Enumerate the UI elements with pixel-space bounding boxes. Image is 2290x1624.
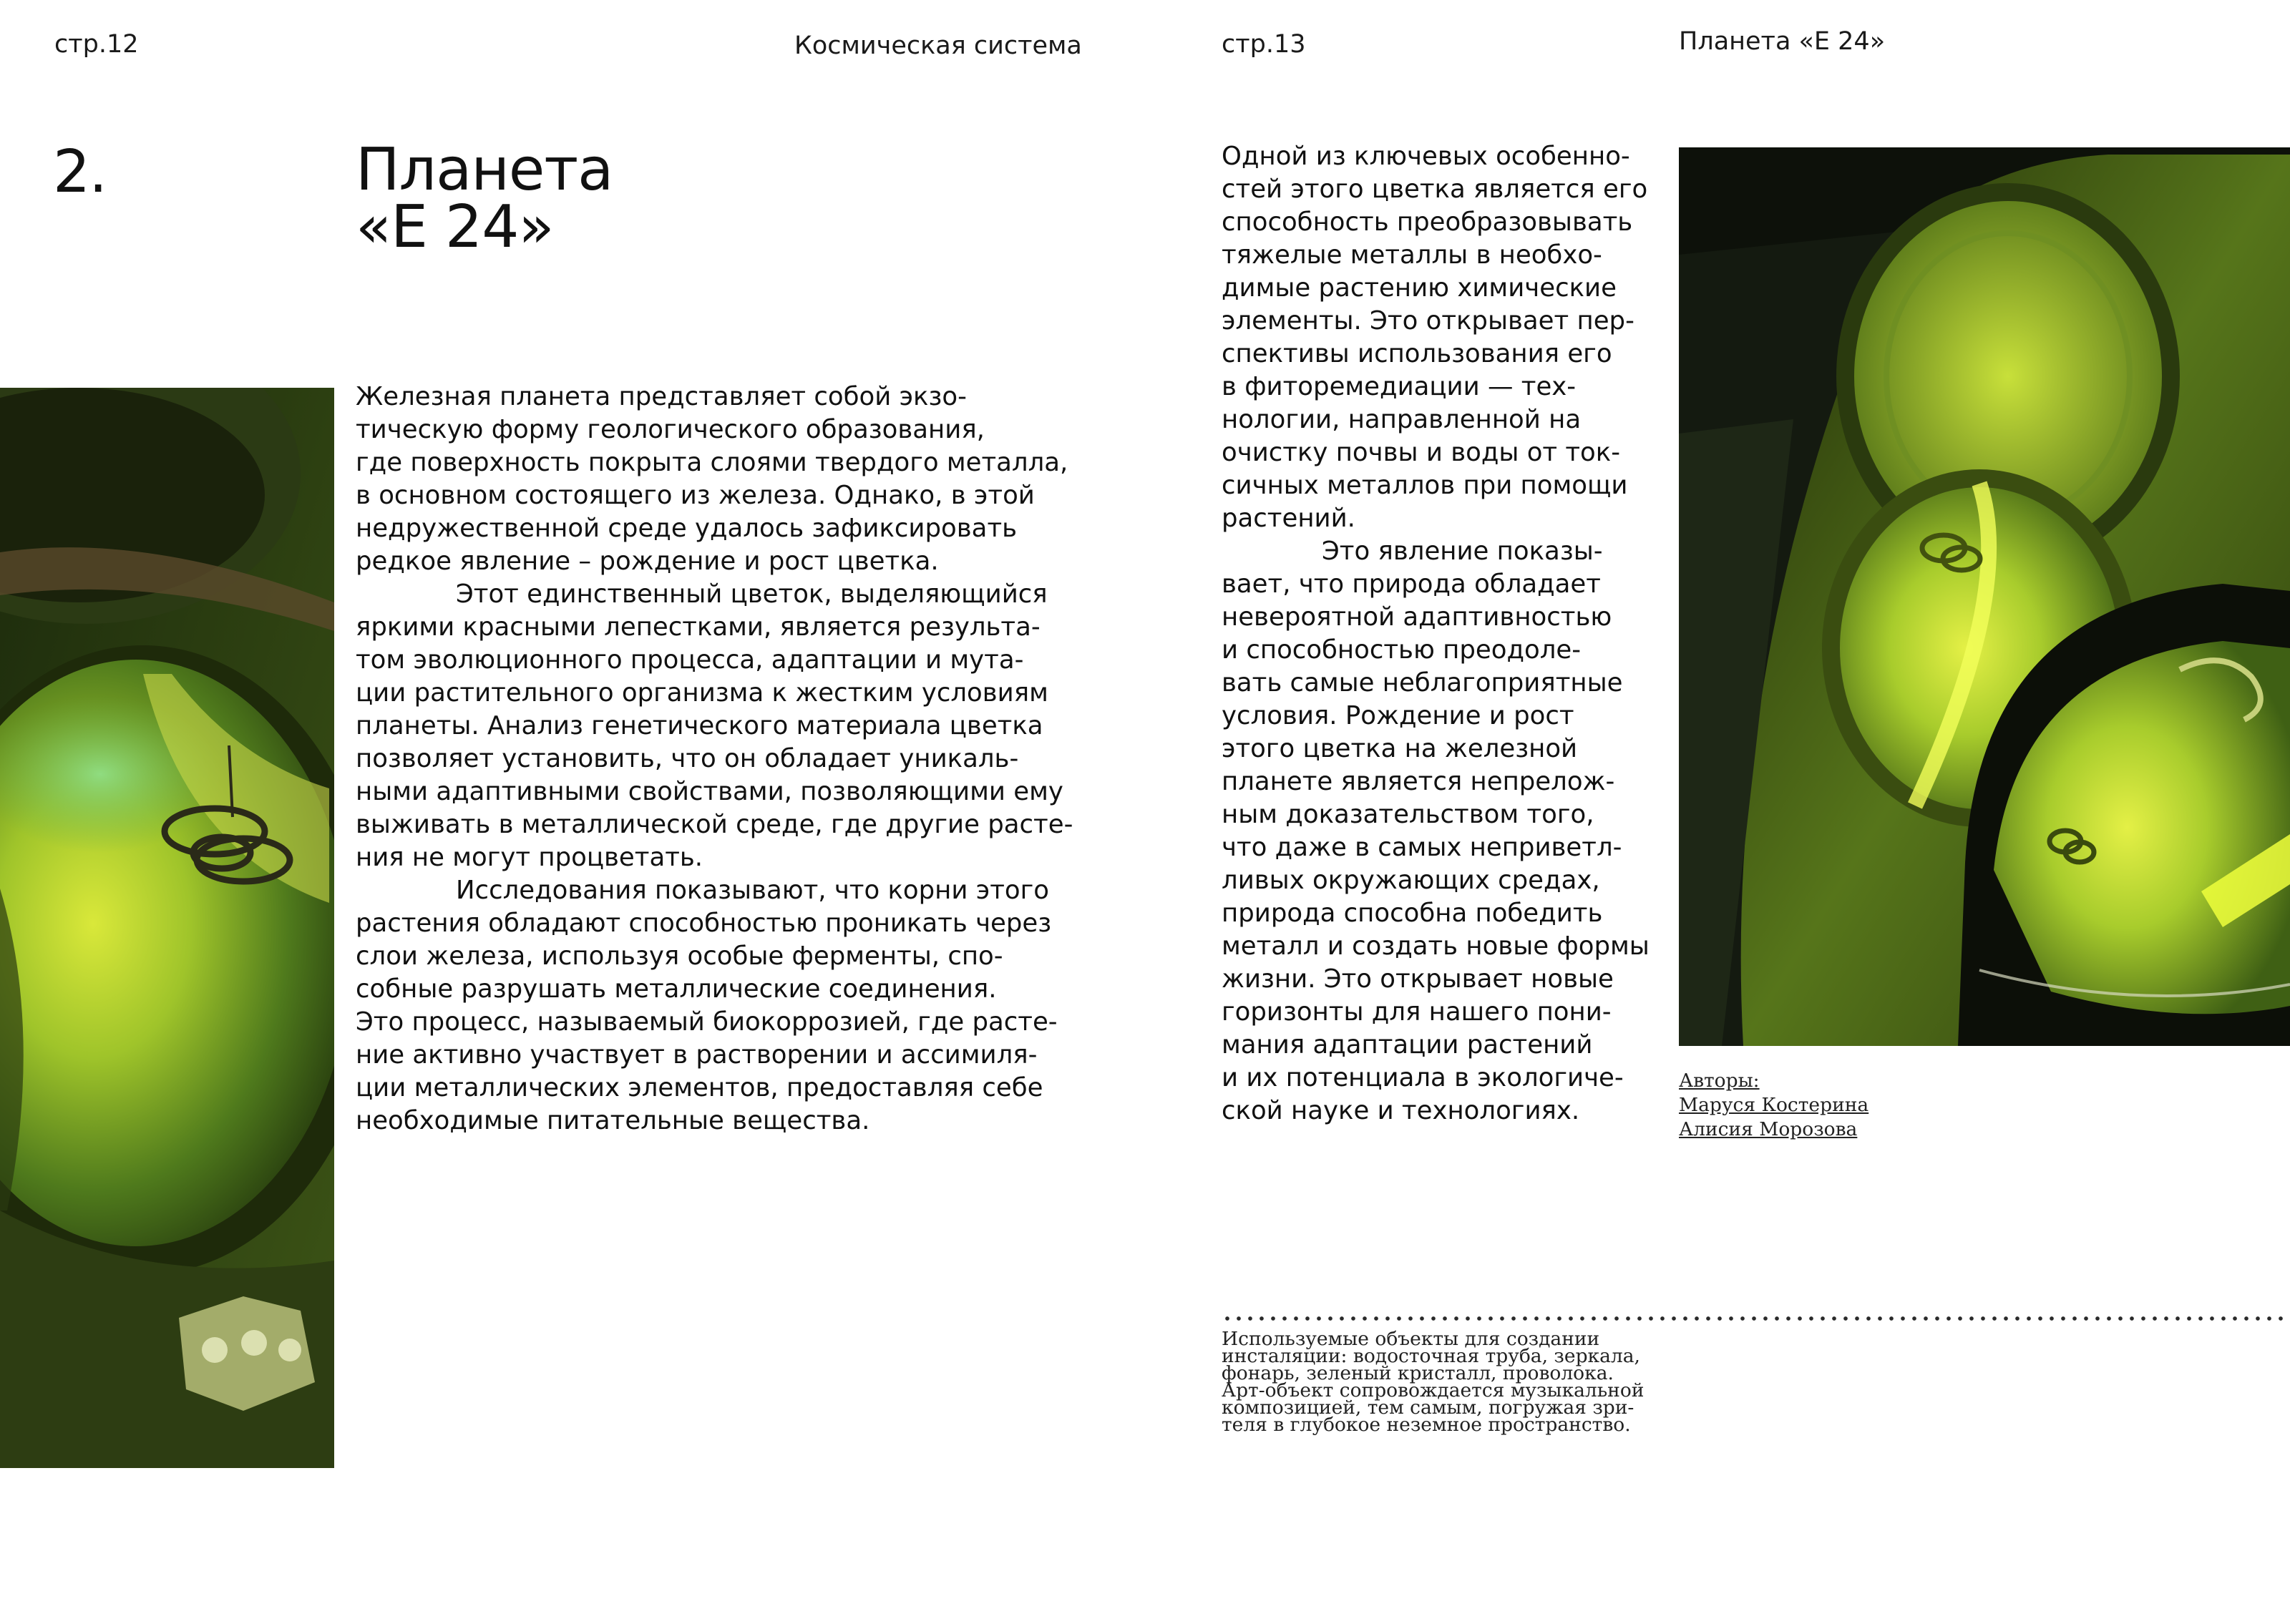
mirror-photo-left	[0, 388, 334, 1468]
page-title: Планета «Е 24»	[356, 136, 613, 261]
left-body-text	[356, 381, 1100, 1138]
section-number: 2.	[53, 138, 107, 206]
paragraph: Это явление показы- вает, что природа обладает невероятной адаптивностью и способностью преодоле- вать самые неблагоприятные условия. Рождение и рост этого цветка на железной планете является непрелож- ным доказательством того, что даже в самых неприветл- ливых окружающих средах, природа способна победить металл и создать новые формы жизни. Это открывает новые горизонты для нашего пони- мания адаптации растений и их потенциала в экологиче- ской науке и технологиях.	[1222, 537, 1650, 1125]
running-title-right: Планета «Е 24»	[1679, 27, 1886, 56]
installation-caption: Используемые объекты для создании инсталяции: водосточная труба, зеркала, фонарь, зеленый кристалл, проволока. Арт-объект сопровождается музыкальной композицией, тем самым, погружая зри- теля в глубокое неземное пространство.	[1222, 1328, 1645, 1436]
paragraph: Железная планета представляет собой экзо- тическую форму геологического образования, где поверхность покрыта слоями твердого металла, в основном состоящего из железа. Однако, в этой недружественной среде удалось зафиксировать редкое явление – рождение и рост цветка.	[356, 382, 1068, 576]
glasses-photo-right	[1679, 147, 2290, 1046]
paragraph: Этот единственный цветок, выделяющийся яркими красными лепестками, является результа- том эволюционного процесса, адаптации и мута- ции растительного организма к жестким условиям планеты. Анализ генетического материала цветка позволяет установить, что он обладает уникаль- ными адаптивными свойствами, позволяющими ему выживать в металлической среде, где другие расте- ния не могут процветать.	[356, 579, 1073, 872]
page-number-right: стр.13	[1222, 30, 1306, 59]
dotted-divider	[1222, 1316, 2290, 1321]
author-name: Маруся Костерина	[1679, 1094, 1869, 1116]
paragraph: Одной из ключевых особенно- стей этого цветка является его способность преобразовывать тяжелые металлы в необхо- димые растению химические элементы. Это открывает пер- спективы использования его в фиторемедиации — тех- нологии, направленной на очистку почвы и воды от ток- сичных металлов при помощи растений.	[1222, 142, 1648, 533]
glasses-photo-right-image	[1679, 147, 2290, 1046]
right-body-text	[1222, 140, 1680, 1127]
mirror-photo-left-image	[0, 388, 334, 1468]
page-number-left: стр.12	[54, 30, 139, 59]
paragraph: Исследования показывают, что корни этого растения обладают способностью проникать через слои железа, используя особые ферменты, спо- собные разрушать металлические соединения. Это процесс, называемый биокоррозией, где расте- ние активно участвует в растворении и ассимиля- ции металлических элементов, предоставляя себе необходимые питательные вещества.	[356, 876, 1058, 1135]
author-name: Алисия Морозова	[1679, 1118, 1858, 1140]
authors-block	[1679, 1069, 1868, 1142]
authors-label: Авторы:	[1679, 1070, 1760, 1092]
running-title-left: Космическая система	[794, 31, 1082, 60]
